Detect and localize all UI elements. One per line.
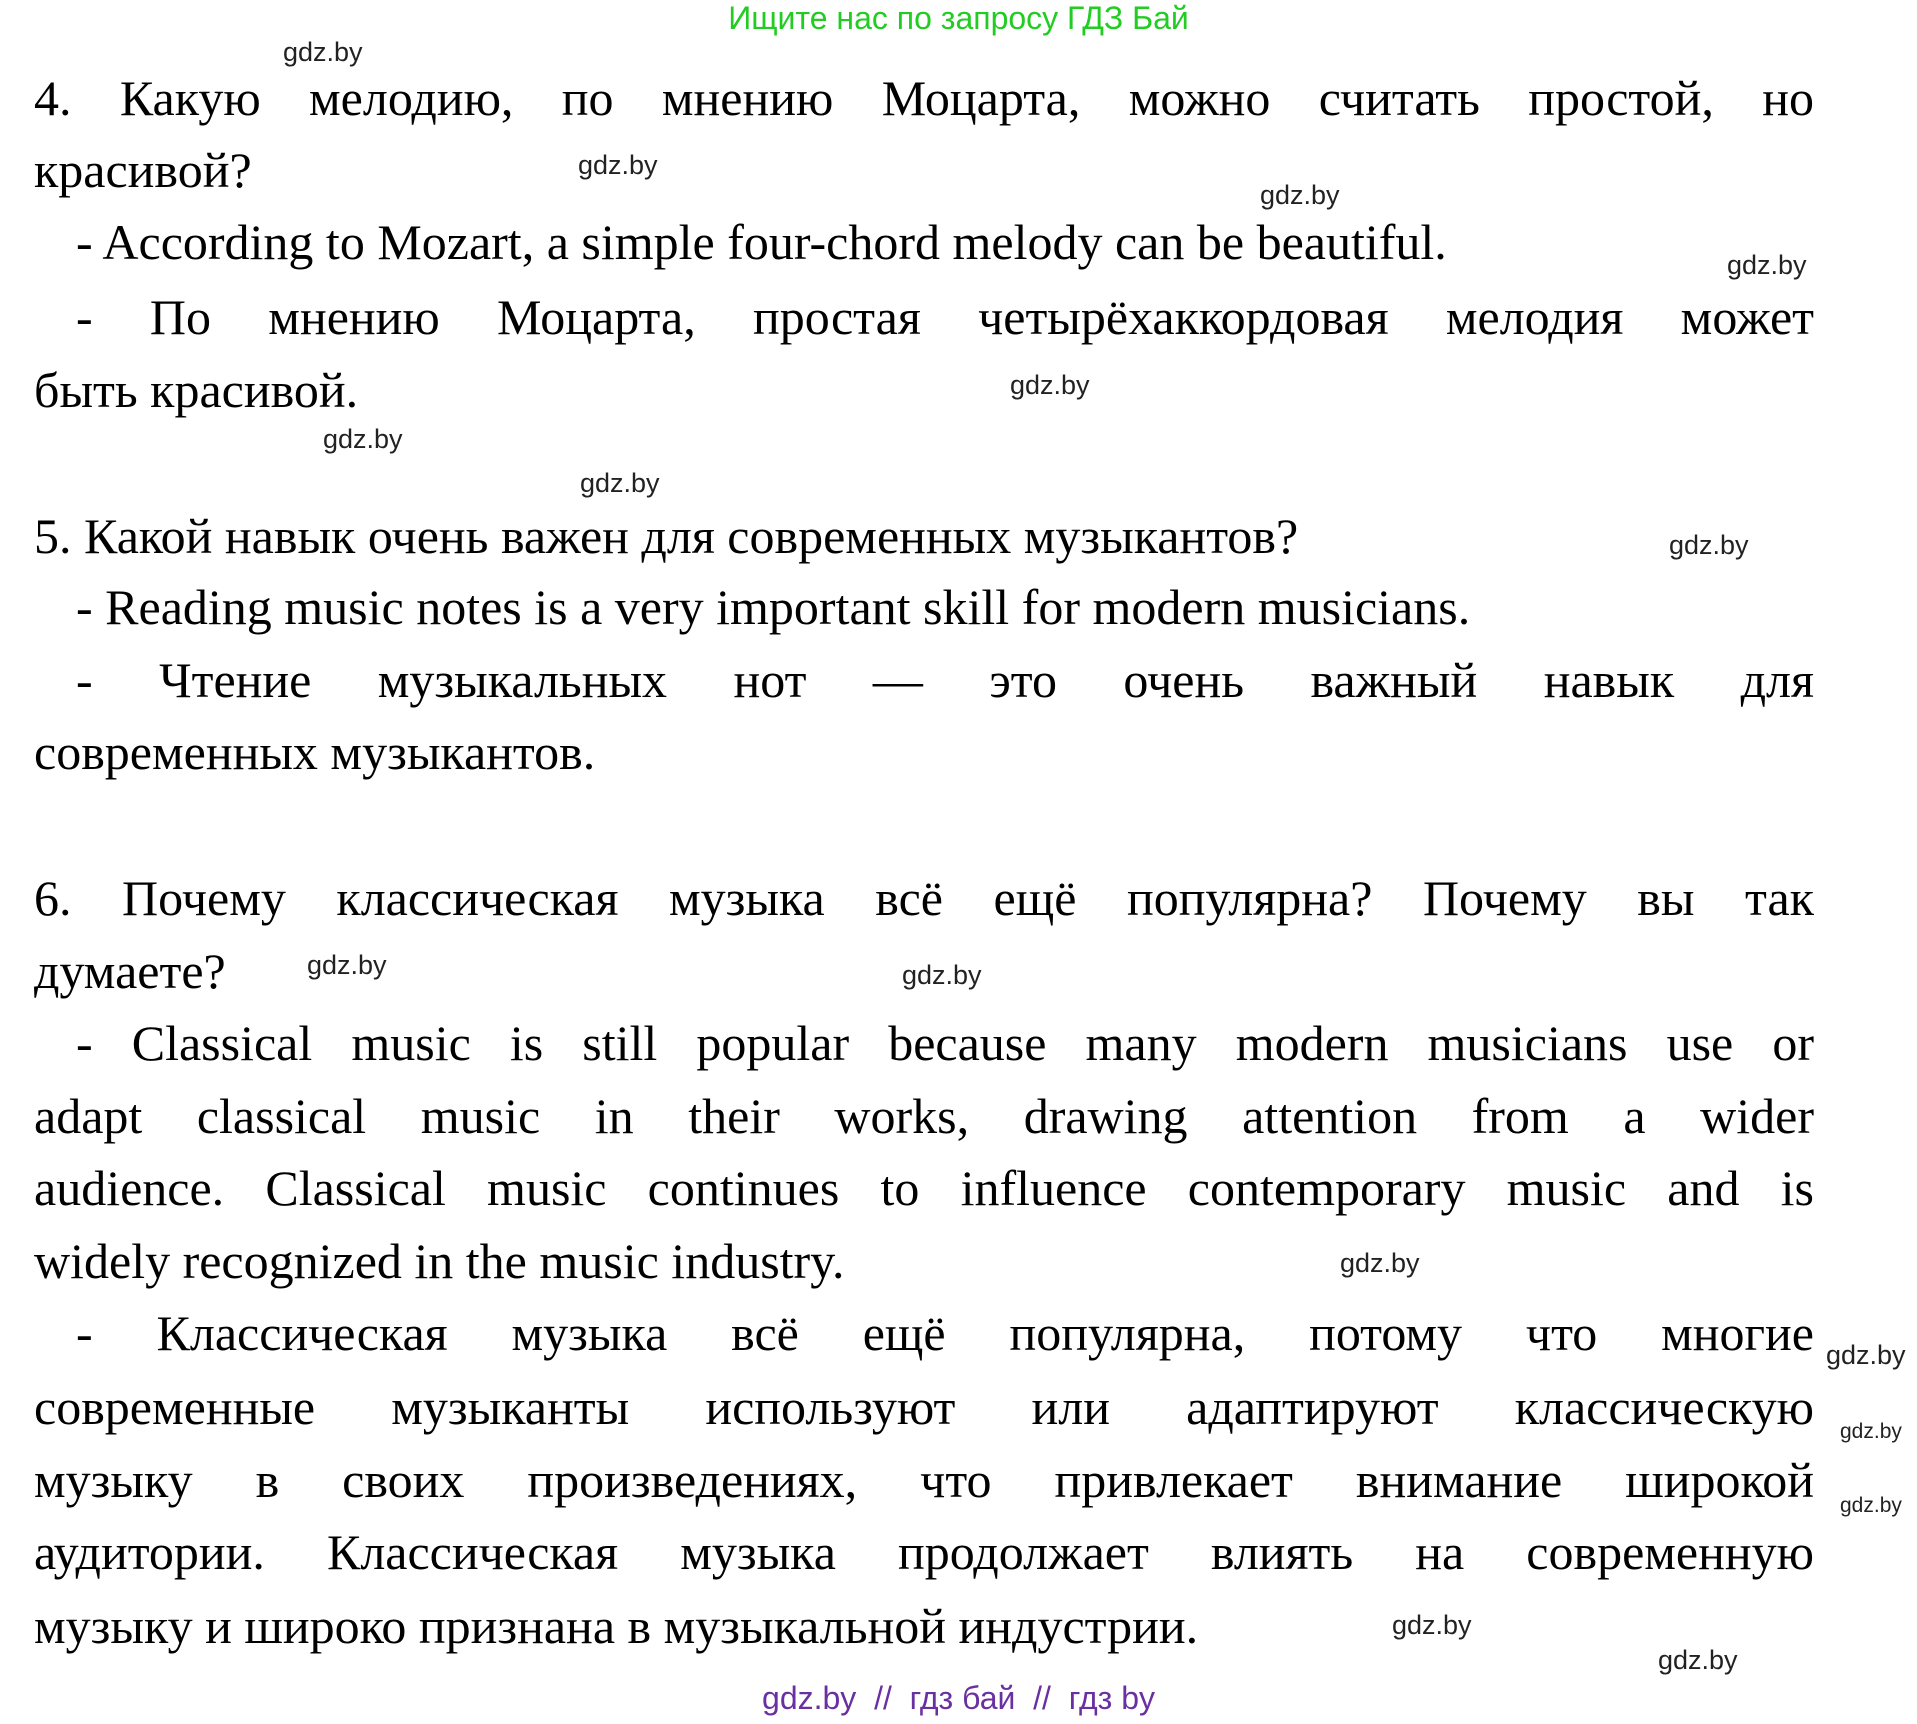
answer-6-russian-line-3: музыку в своих произведениях, что привлекает внимание широкой <box>34 1452 1814 1508</box>
answer-5-english: - Reading music notes is a very important skill for modern musicians. <box>76 579 1471 635</box>
answer-6-english-line-3: audience. Classical music continues to influence contemporary music and is <box>34 1160 1814 1216</box>
answer-4-russian-line-2: быть красивой. <box>34 362 359 418</box>
question-4-line-1: 4. Какую мелодию, по мнению Моцарта, можно считать простой, но <box>34 70 1814 126</box>
question-6-line-1: 6. Почему классическая музыка всё ещё популярна? Почему вы так <box>34 870 1814 926</box>
watermark: gdz.by <box>580 468 660 498</box>
answer-4-english: - According to Mozart, a simple four-chord melody can be beautiful. <box>76 214 1447 270</box>
answer-6-russian-line-4: аудитории. Классическая музыка продолжает влиять на современную <box>34 1524 1814 1580</box>
answer-4-russian-line-1: - По мнению Моцарта, простая четырёхаккордовая мелодия может <box>76 289 1814 345</box>
watermark: gdz.by <box>1826 1340 1906 1370</box>
watermark: gdz.by <box>1669 530 1749 560</box>
watermark: gdz.by <box>323 424 403 454</box>
question-5: 5. Какой навык очень важен для современных музыкантов? <box>34 508 1299 564</box>
footer-links[interactable]: gdz.by // гдз бай // гдз by <box>762 1680 1155 1716</box>
search-banner[interactable]: Ищите нас по запросу ГДЗ Бай <box>728 0 1189 36</box>
answer-6-english-line-1: - Classical music is still popular because many modern musicians use or <box>76 1015 1814 1071</box>
answer-5-russian-line-2: современных музыкантов. <box>34 724 596 780</box>
watermark: gdz.by <box>902 960 982 990</box>
answer-6-russian-line-2: современные музыканты используют или адаптируют классическую <box>34 1379 1814 1435</box>
answer-5-russian-line-1: - Чтение музыкальных нот — это очень важный навык для <box>76 652 1814 708</box>
watermark: gdz.by <box>578 150 658 180</box>
watermark: gdz.by <box>307 950 387 980</box>
watermark: gdz.by <box>1260 180 1340 210</box>
watermark: gdz.by <box>1840 1420 1902 1443</box>
question-4-line-2: красивой? <box>34 142 252 198</box>
watermark: gdz.by <box>1340 1248 1420 1278</box>
answer-6-english-line-2: adapt classical music in their works, drawing attention from a wider <box>34 1088 1814 1144</box>
answer-6-english-line-4: widely recognized in the music industry. <box>34 1233 845 1289</box>
question-6-line-2: думаете? <box>34 943 226 999</box>
watermark: gdz.by <box>1010 370 1090 400</box>
answer-6-russian-line-1: - Классическая музыка всё ещё популярна, потому что многие <box>76 1305 1814 1361</box>
answer-6-russian-line-5: музыку и широко признана в музыкальной индустрии. <box>34 1598 1199 1654</box>
watermark: gdz.by <box>1840 1494 1902 1517</box>
watermark: gdz.by <box>1392 1610 1472 1640</box>
watermark: gdz.by <box>1727 250 1807 280</box>
watermark: gdz.by <box>1658 1645 1738 1675</box>
watermark: gdz.by <box>283 37 363 67</box>
